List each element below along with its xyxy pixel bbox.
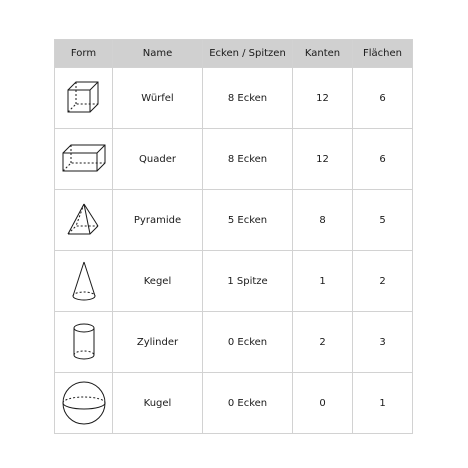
shapes-table: [54, 39, 413, 434]
shape-name: Würfel: [113, 68, 203, 129]
shape-edges: 2: [293, 312, 353, 373]
shape-cell: [55, 190, 113, 251]
shape-faces: 6: [353, 68, 413, 129]
table-row: [55, 251, 413, 312]
shape-cell: [55, 251, 113, 312]
header-name: Name: [113, 40, 203, 68]
sphere-icon: [59, 378, 109, 428]
header-edges: Kanten: [293, 40, 353, 68]
shape-corners: 0 Ecken: [203, 312, 293, 373]
shape-faces: 1: [353, 373, 413, 434]
table-row: [55, 373, 413, 434]
shape-cell: [55, 68, 113, 129]
shape-corners: 8 Ecken: [203, 68, 293, 129]
shape-edges: 0: [293, 373, 353, 434]
shape-name: Zylinder: [113, 312, 203, 373]
shape-name: Pyramide: [113, 190, 203, 251]
shapes-table-container: [54, 39, 413, 434]
cuboid-icon: [59, 137, 109, 181]
table-row: [55, 129, 413, 190]
shape-faces: 2: [353, 251, 413, 312]
shape-edges: 12: [293, 129, 353, 190]
shape-name: Quader: [113, 129, 203, 190]
header-form: Form: [55, 40, 113, 68]
shape-name: Kugel: [113, 373, 203, 434]
cone-icon: [64, 258, 104, 304]
header-corners: Ecken / Spitzen: [203, 40, 293, 68]
table-row: [55, 312, 413, 373]
shape-corners: 8 Ecken: [203, 129, 293, 190]
shape-name: Kegel: [113, 251, 203, 312]
shape-cell: [55, 312, 113, 373]
pyramid-icon: [62, 198, 106, 242]
shape-cell: [55, 373, 113, 434]
table-header-row: [55, 40, 413, 68]
cube-icon: [62, 76, 106, 120]
shape-faces: 5: [353, 190, 413, 251]
header-faces: Flächen: [353, 40, 413, 68]
shape-edges: 1: [293, 251, 353, 312]
shape-faces: 3: [353, 312, 413, 373]
cylinder-icon: [64, 319, 104, 365]
shape-corners: 0 Ecken: [203, 373, 293, 434]
shape-faces: 6: [353, 129, 413, 190]
shape-corners: 5 Ecken: [203, 190, 293, 251]
shape-cell: [55, 129, 113, 190]
shape-edges: 12: [293, 68, 353, 129]
shape-corners: 1 Spitze: [203, 251, 293, 312]
table-row: [55, 190, 413, 251]
table-row: [55, 68, 413, 129]
shape-edges: 8: [293, 190, 353, 251]
